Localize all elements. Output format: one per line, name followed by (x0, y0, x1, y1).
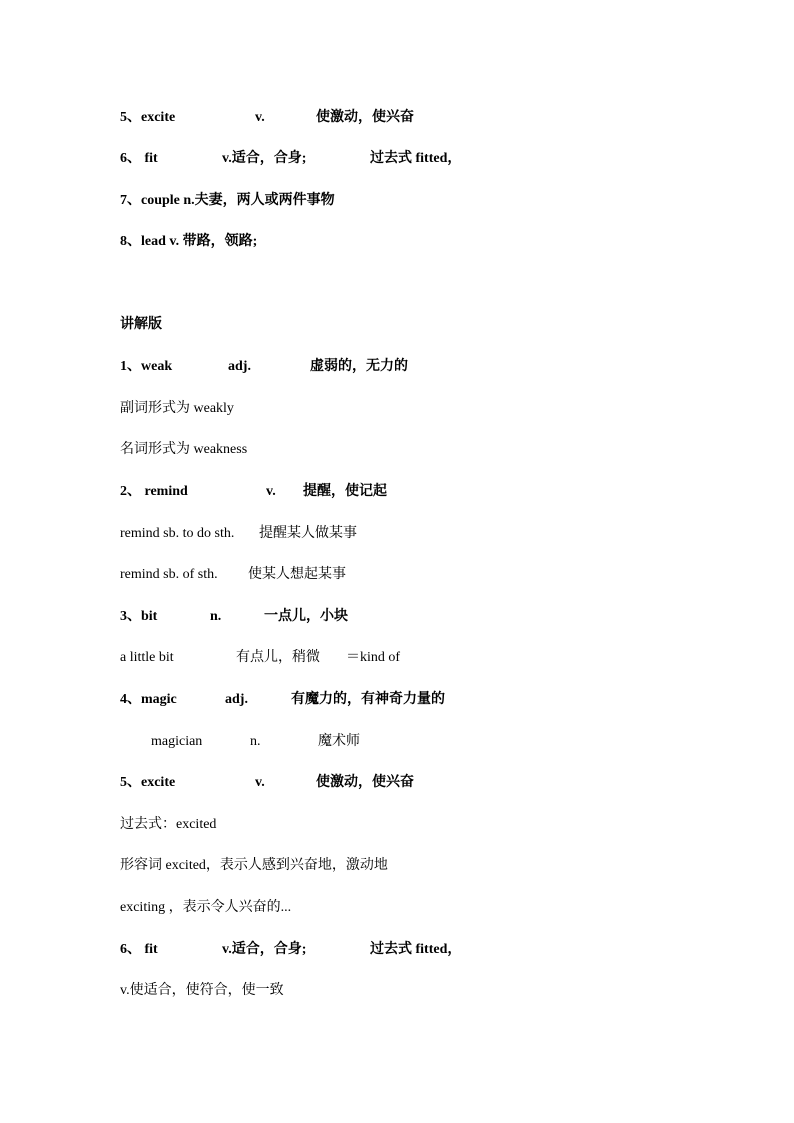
entry-pos: n. (210, 609, 222, 624)
entry-note: 过去式 fitted， (370, 151, 462, 166)
entry-meaning: 提醒，使记起 (303, 484, 387, 499)
note-text: v.使适合，使符合，使一致 (120, 983, 284, 998)
entry-meaning: 一点儿，小块 (264, 609, 348, 624)
entry-pos: adj. (228, 359, 251, 374)
entry-term: 6、 fit (120, 151, 158, 166)
entry-note: 过去式 fitted， (370, 942, 462, 957)
entry-term: 4、magic (120, 692, 177, 707)
entry-meaning: v.适合，合身; (222, 151, 307, 166)
entry-term: 3、bit (120, 609, 158, 624)
note-pos: n. (250, 734, 261, 749)
note-meaning: 提醒某人做某事 (259, 526, 357, 541)
entry-pos: adj. (225, 692, 248, 707)
entry-meaning: 使激动，使兴奋 (316, 110, 414, 125)
note-text: exciting ，表示令人兴奋的... (120, 900, 292, 915)
entry-term: 2、 remind (120, 484, 188, 499)
note-synonym: ＝kind of (346, 650, 401, 665)
entry-text: 8、lead v. 带路，领路; (120, 234, 258, 249)
entry-meaning: 使激动，使兴奋 (316, 775, 414, 790)
entry-term: 6、 fit (120, 942, 158, 957)
note-phrase: remind sb. to do sth. (120, 526, 235, 541)
note-meaning: 魔术师 (318, 734, 360, 749)
note-meaning: 有点儿，稍微 (236, 650, 320, 665)
note-text: 形容词 excited，表示人感到兴奋地，激动地 (120, 858, 388, 873)
entry-pos: v. (255, 110, 265, 125)
entry-meaning: v.适合，合身; (222, 942, 307, 957)
note-text: 副词形式为 weakly (120, 401, 234, 416)
entry-term: 5、excite (120, 775, 176, 790)
entry-term: 1、weak (120, 359, 173, 374)
note-text: 过去式：excited (120, 817, 217, 832)
note-phrase: a little bit (120, 650, 174, 665)
note-phrase: magician (151, 734, 203, 749)
note-meaning: 使某人想起某事 (248, 567, 346, 582)
entry-pos: v. (266, 484, 276, 499)
note-phrase: remind sb. of sth. (120, 567, 218, 582)
entry-text: 7、couple n.夫妻，两人或两件事物 (120, 193, 335, 208)
section-title: 讲解版 (120, 317, 162, 332)
entry-meaning: 有魔力的，有神奇力量的 (291, 692, 445, 707)
note-text: 名词形式为 weakness (120, 442, 248, 457)
entry-pos: v. (255, 775, 265, 790)
entry-term: 5、excite (120, 110, 176, 125)
entry-meaning: 虚弱的，无力的 (310, 359, 408, 374)
